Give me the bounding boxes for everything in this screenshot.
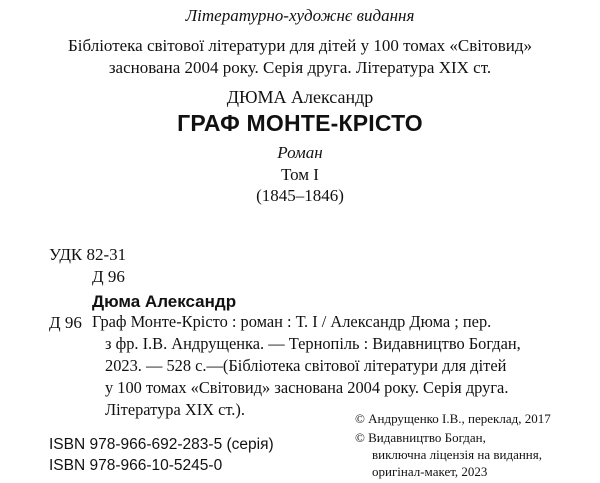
- genre-label: Роман: [277, 143, 323, 162]
- isbn-series: ISBN 978-966-692-283-5 (серія): [49, 436, 274, 453]
- years-label: (1845–1846): [256, 186, 344, 205]
- volume-label: Том І: [281, 165, 319, 184]
- copyright-license: виключна ліцензія на видання,: [372, 447, 542, 462]
- record-line: Література XIX ст.).: [105, 400, 245, 419]
- copyright-translation: © Андрущенко І.В., переклад, 2017: [355, 411, 551, 426]
- book-title: ГРАФ МОНТЕ-КРІСТО: [177, 110, 423, 136]
- record-author: Дюма Александр: [92, 292, 237, 311]
- record-author-mark: Д 96: [49, 313, 82, 332]
- record-line: у 100 томах «Світовид» заснована 2004 року. Серія друга.: [105, 378, 509, 397]
- series-info-line-2: заснована 2004 року. Серія друга. Література XIX ст.: [108, 58, 492, 77]
- copyright-publisher: © Видавництво Богдан,: [355, 430, 486, 445]
- edition-type: Літературно-художнє видання: [185, 6, 415, 25]
- record-line: Граф Монте-Крісто : роман : Т. І / Александр Дюма ; пер.: [92, 312, 492, 331]
- author-heading: ДЮМА Александр: [226, 87, 374, 107]
- copyright-layout: оригінал-макет, 2023: [372, 464, 488, 479]
- series-info-line-1: Бібліотека світової літератури для дітей у 100 томах «Світовид»: [68, 36, 532, 55]
- record-line: з фр. І.В. Андрущенка. — Тернопіль : Видавництво Богдан,: [105, 334, 521, 353]
- isbn-volume: ISBN 978-966-10-5245-0: [49, 457, 223, 474]
- udk-code: УДК 82-31: [49, 245, 127, 264]
- record-line: 2023. — 528 с.—(Бібліотека світової літератури для дітей: [105, 356, 507, 375]
- author-mark: Д 96: [92, 267, 125, 286]
